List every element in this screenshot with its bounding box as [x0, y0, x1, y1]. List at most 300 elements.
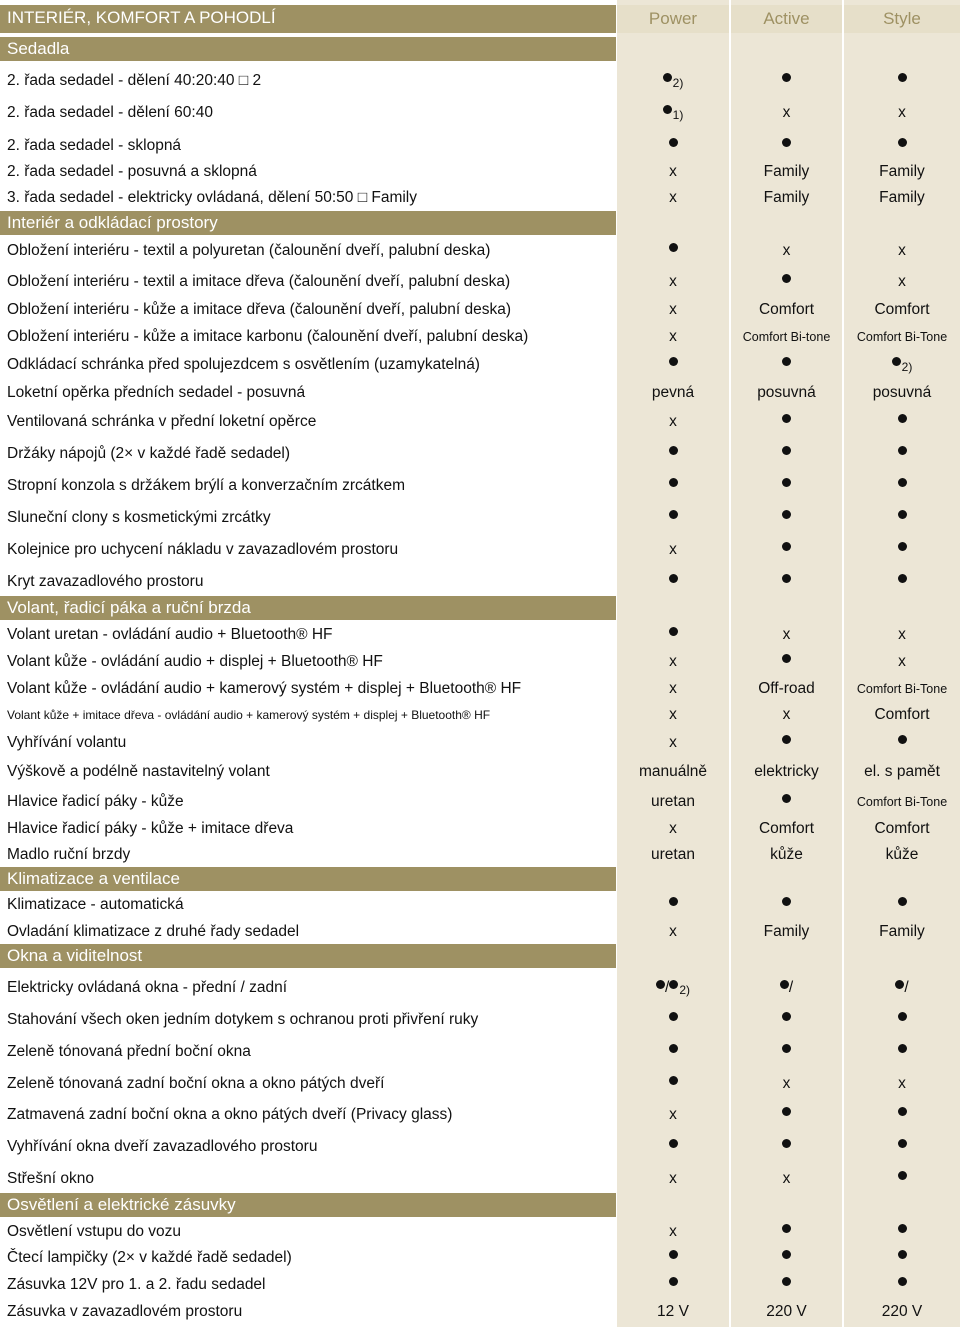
row-label: 2. řada sedadel - dělení 60:40	[7, 104, 213, 121]
cell-active	[731, 162, 842, 182]
cell-power	[617, 978, 729, 998]
cell-style	[844, 1074, 960, 1094]
cell-value: Family	[879, 923, 925, 940]
cell-value: Family	[763, 923, 810, 940]
dot-icon	[782, 357, 791, 366]
cell-value: kůže	[885, 846, 919, 863]
dot-icon	[782, 1107, 791, 1116]
cell-power	[617, 1074, 729, 1094]
cell-active	[731, 1248, 842, 1268]
row-label: 2. řada sedadel - posuvná a sklopná	[7, 163, 257, 180]
cell-value: uretan	[651, 793, 695, 810]
cell-power	[617, 300, 729, 320]
dot-icon	[782, 794, 791, 803]
table-row	[0, 298, 960, 322]
cell-value: x	[898, 104, 906, 121]
table-row	[0, 410, 960, 434]
row-label: Obložení interiéru - kůže a imitace karbonu (čalounění dveří, palubní deska)	[7, 328, 529, 345]
table-row	[0, 442, 960, 466]
cell-active	[731, 241, 842, 261]
cell-power	[617, 71, 729, 91]
cell-power	[617, 792, 729, 812]
cell-active	[731, 412, 842, 432]
cell-active	[731, 733, 842, 753]
table-row	[0, 1273, 960, 1297]
dot-icon	[782, 138, 791, 147]
cell-value: x	[669, 734, 677, 751]
cell-value: x	[898, 1075, 906, 1092]
dot-icon	[782, 478, 791, 487]
row-label: Zásuvka 12V pro 1. a 2. řadu sedadel	[7, 1276, 266, 1293]
cell-active	[731, 103, 842, 123]
cell-value: Family	[879, 163, 925, 180]
cell-value: pevná	[651, 384, 695, 401]
table-row	[0, 570, 960, 594]
table-row	[0, 239, 960, 263]
table-row	[0, 1008, 960, 1032]
row-label: Madlo ruční brzdy	[7, 846, 131, 863]
row-label: Osvětlení vstupu do vozu	[7, 1223, 182, 1240]
table-row	[0, 703, 960, 727]
dot-icon	[663, 73, 672, 82]
cell-active	[731, 1137, 842, 1157]
cell-value: elektricky	[754, 763, 819, 780]
dot-icon	[669, 1044, 678, 1053]
cell-value: 220 V	[766, 1303, 807, 1320]
cell-style	[844, 652, 960, 672]
cell-style	[844, 272, 960, 292]
cell-active	[731, 383, 842, 403]
table-row	[0, 186, 960, 210]
dot-icon	[782, 1044, 791, 1053]
cell-power	[617, 327, 729, 347]
dot-icon	[669, 357, 678, 366]
cell-value: x	[669, 273, 677, 290]
cell-style	[844, 508, 960, 528]
row-label: Volant kůže + imitace dřeva - ovládání audio + kamerový systém + displej + Bluetooth® HF	[7, 708, 491, 722]
dot-icon	[898, 1012, 907, 1021]
row-label: Kolejnice pro uchycení nákladu v zavazadlovém prostoru	[7, 541, 399, 558]
cell-style	[844, 300, 960, 320]
section-title: Okna a viditelnost	[7, 946, 143, 965]
cell-power	[617, 922, 729, 942]
cell-power	[617, 103, 729, 123]
table-row	[0, 1135, 960, 1159]
cell-value: x	[782, 1170, 791, 1187]
table-row	[0, 506, 960, 530]
dot-icon	[782, 510, 791, 519]
cell-style	[844, 1042, 960, 1062]
row-label: Stropní konzola s držákem brýlí a konverzačním zrcátkem	[7, 477, 405, 494]
cell-style	[844, 1105, 960, 1125]
cell-value: Comfort Bi-Tone	[856, 330, 948, 344]
dot-icon	[782, 735, 791, 744]
cell-value: x	[782, 706, 791, 723]
cell-value: Comfort	[758, 301, 815, 318]
cell-value: x	[669, 163, 677, 180]
dot-icon	[898, 1171, 907, 1180]
dot-icon	[898, 1139, 907, 1148]
dot-icon	[782, 574, 791, 583]
dot-icon	[669, 1139, 678, 1148]
dot-icon	[898, 73, 907, 82]
table-row	[0, 1300, 960, 1324]
cell-active	[731, 1169, 842, 1189]
cell-style	[844, 136, 960, 156]
cell-style	[844, 1222, 960, 1242]
table-row	[0, 69, 960, 93]
table-row	[0, 731, 960, 755]
cell-style	[844, 188, 960, 208]
row-label: Střešní okno	[7, 1170, 95, 1187]
cell-active	[731, 1105, 842, 1125]
cell-active	[731, 1042, 842, 1062]
cell-active	[731, 355, 842, 375]
cell-style	[844, 71, 960, 91]
cell-power	[617, 508, 729, 528]
dot-icon	[782, 897, 791, 906]
footnote-ref: 1)	[672, 108, 684, 122]
row-label: Volant uretan - ovládání audio + Bluetooth® HF	[7, 626, 333, 643]
table-row	[0, 843, 960, 867]
dot-icon	[782, 1250, 791, 1259]
dot-icon	[898, 1044, 907, 1053]
cell-power	[617, 136, 729, 156]
cell-power	[617, 540, 729, 560]
cell-style	[844, 1010, 960, 1030]
cell-style	[844, 1248, 960, 1268]
cell-value: x	[669, 189, 677, 206]
dot-icon	[782, 542, 791, 551]
cell-active	[731, 895, 842, 915]
row-label: Výškově a podélně nastavitelný volant	[7, 763, 270, 780]
cell-value: x	[782, 626, 791, 643]
dot-icon	[656, 980, 665, 989]
table-row	[0, 1220, 960, 1244]
cell-style	[844, 705, 960, 725]
dot-icon	[782, 654, 791, 663]
cell-style	[844, 762, 960, 782]
cell-style	[844, 412, 960, 432]
cell-value: Comfort	[874, 706, 930, 723]
row-label: Zeleně tónovaná zadní boční okna a okno pátých dveří	[7, 1075, 385, 1092]
dot-icon	[782, 1139, 791, 1148]
dot-icon	[782, 274, 791, 283]
table-row	[0, 920, 960, 944]
footnote-ref: 2)	[901, 360, 913, 374]
cell-style	[844, 444, 960, 464]
row-label: Držáky nápojů (2× v každé řadě sedadel)	[7, 445, 291, 462]
row-label: Sluneční clony s kosmetickými zrcátky	[7, 509, 271, 526]
cell-value: x	[782, 104, 791, 121]
cell-value: Comfort	[874, 301, 930, 318]
table-row	[0, 160, 960, 184]
cell-active	[731, 188, 842, 208]
row-label: Obložení interiéru - kůže a imitace dřeva (čalounění dveří, palubní deska)	[7, 301, 512, 318]
table-row	[0, 790, 960, 814]
dot-icon	[892, 357, 901, 366]
dot-icon	[782, 414, 791, 423]
cell-active	[731, 1302, 842, 1322]
table-row	[0, 1246, 960, 1270]
cell-power	[617, 705, 729, 725]
dot-icon	[669, 1277, 678, 1286]
section-header	[0, 211, 616, 235]
cell-value: x	[669, 820, 677, 837]
table-title: INTERIÉR, KOMFORT A POHODLÍ	[7, 8, 276, 27]
cell-value: 220 V	[881, 1303, 923, 1320]
cell-active	[731, 572, 842, 592]
cell-power	[617, 1137, 729, 1157]
slash-separator: /	[788, 979, 794, 996]
dot-icon	[898, 510, 907, 519]
table-row	[0, 325, 960, 349]
column-header-power: Power	[617, 5, 729, 33]
section-header	[0, 596, 616, 620]
dot-icon	[782, 1277, 791, 1286]
table-row	[0, 817, 960, 841]
dot-icon	[782, 1224, 791, 1233]
dot-icon	[898, 1224, 907, 1233]
cell-power	[617, 652, 729, 672]
row-label: Loketní opěrka předních sedadel - posuvná	[7, 384, 306, 401]
cell-power	[617, 1222, 729, 1242]
cell-active	[731, 845, 842, 865]
dot-icon	[669, 980, 678, 989]
cell-value: x	[898, 242, 906, 259]
dot-icon	[669, 627, 678, 636]
row-label: Zatmavená zadní boční okna a okno pátých dveří (Privacy glass)	[7, 1106, 453, 1123]
row-label: Ventilovaná schránka v přední loketní opěrce	[7, 413, 317, 430]
row-label: 2. řada sedadel - sklopná	[7, 137, 182, 154]
cell-style	[844, 355, 960, 375]
section-header	[0, 867, 616, 891]
table-row	[0, 381, 960, 405]
dot-icon	[898, 414, 907, 423]
row-label: Zeleně tónovaná přední boční okna	[7, 1043, 251, 1060]
cell-power	[617, 383, 729, 403]
cell-power	[617, 162, 729, 182]
cell-active	[731, 327, 842, 347]
row-label: Klimatizace - automatická	[7, 896, 184, 913]
cell-value: kůže	[770, 846, 803, 863]
cell-style	[844, 241, 960, 261]
cell-value: Comfort	[874, 820, 930, 837]
cell-value: x	[669, 1170, 677, 1187]
cell-value: x	[669, 1106, 677, 1123]
table-row	[0, 623, 960, 647]
cell-power	[617, 1302, 729, 1322]
column-header-active: Active	[731, 5, 842, 33]
cell-value: x	[669, 301, 677, 318]
cell-style	[844, 103, 960, 123]
dot-icon	[898, 446, 907, 455]
dot-icon	[898, 478, 907, 487]
section-title: Klimatizace a ventilace	[7, 869, 180, 888]
cell-power	[617, 1010, 729, 1030]
cell-power	[617, 1169, 729, 1189]
section-title: Volant, řadicí páka a ruční brzda	[7, 598, 251, 617]
dot-icon	[782, 1012, 791, 1021]
section-title: Interiér a odkládací prostory	[7, 213, 218, 232]
footnote-ref: 2)	[672, 76, 684, 90]
row-label: Obložení interiéru - textil a imitace dřeva (čalounění dveří, palubní deska)	[7, 273, 511, 290]
cell-value: x	[669, 706, 677, 723]
row-label: Hlavice řadicí páky - kůže + imitace dřeva	[7, 820, 294, 837]
cell-power	[617, 845, 729, 865]
cell-value: Family	[763, 189, 810, 206]
cell-value: uretan	[651, 846, 695, 863]
cell-style	[844, 978, 960, 998]
table-row	[0, 353, 960, 377]
dot-icon	[669, 478, 678, 487]
cell-style	[844, 1275, 960, 1295]
cell-value: x	[669, 680, 677, 697]
cell-value: 12 V	[657, 1303, 689, 1320]
cell-style	[844, 1302, 960, 1322]
cell-value: Comfort Bi-Tone	[856, 682, 948, 696]
dot-icon	[669, 574, 678, 583]
dot-icon	[669, 510, 678, 519]
cell-active	[731, 1222, 842, 1242]
cell-power	[617, 1275, 729, 1295]
cell-active	[731, 540, 842, 560]
dot-icon	[669, 243, 678, 252]
cell-power	[617, 625, 729, 645]
cell-value: x	[898, 653, 906, 670]
cell-style	[844, 819, 960, 839]
cell-active	[731, 705, 842, 725]
table-row	[0, 893, 960, 917]
footnote-ref: 2)	[679, 983, 690, 997]
table-row	[0, 538, 960, 562]
cell-style	[844, 572, 960, 592]
row-label: Vyhřívání volantu	[7, 734, 127, 751]
cell-active	[731, 625, 842, 645]
table-row	[0, 474, 960, 498]
cell-power	[617, 412, 729, 432]
cell-active	[731, 476, 842, 496]
table-row	[0, 1167, 960, 1191]
cell-power	[617, 444, 729, 464]
section-header	[0, 944, 616, 968]
table-row	[0, 101, 960, 125]
row-label: Odkládací schránka před spolujezdcem s osvětlením (uzamykatelná)	[7, 356, 480, 373]
row-label: Volant kůže - ovládání audio + kamerový systém + displej + Bluetooth® HF	[7, 680, 522, 697]
dot-icon	[782, 73, 791, 82]
cell-value: posuvná	[872, 384, 932, 401]
row-label: Stahování všech oken jedním dotykem s ochranou proti přivření ruky	[7, 1011, 479, 1028]
cell-style	[844, 1137, 960, 1157]
dot-icon	[669, 446, 678, 455]
cell-style	[844, 922, 960, 942]
cell-style	[844, 733, 960, 753]
cell-style	[844, 845, 960, 865]
dot-icon	[898, 1250, 907, 1259]
row-label: 3. řada sedadel - elektricky ovládaná, dělení 50:50 □ Family	[7, 189, 418, 206]
cell-value: x	[669, 653, 677, 670]
dot-icon	[895, 980, 904, 989]
cell-value: x	[669, 413, 677, 430]
cell-value: Family	[763, 163, 810, 180]
cell-active	[731, 508, 842, 528]
cell-value: x	[669, 541, 677, 558]
cell-value: el. s pamět	[864, 763, 940, 780]
row-label: Hlavice řadicí páky - kůže	[7, 793, 184, 810]
row-label: 2. řada sedadel - dělení 40:20:40 □ 2	[7, 72, 262, 89]
dot-icon	[898, 1277, 907, 1286]
cell-value: manuálně	[638, 763, 708, 780]
cell-value: Family	[879, 189, 925, 206]
table-row	[0, 760, 960, 784]
cell-style	[844, 625, 960, 645]
row-label: Čtecí lampičky (2× v každé řadě sedadel)	[7, 1249, 292, 1266]
table-row	[0, 134, 960, 158]
row-label: Obložení interiéru - textil a polyuretan (čalounění dveří, palubní deska)	[7, 242, 491, 259]
dot-icon	[669, 1250, 678, 1259]
dot-icon	[898, 735, 907, 744]
dot-icon	[669, 1012, 678, 1021]
row-label: Kryt zavazadlového prostoru	[7, 573, 204, 590]
cell-active	[731, 679, 842, 699]
table-row	[0, 1072, 960, 1096]
cell-style	[844, 476, 960, 496]
row-label: Vyhřívání okna dveří zavazadlového prostoru	[7, 1138, 318, 1155]
cell-active	[731, 762, 842, 782]
section-header	[0, 1193, 616, 1217]
cell-style	[844, 792, 960, 812]
cell-power	[617, 679, 729, 699]
dot-icon	[663, 105, 672, 114]
cell-style	[844, 895, 960, 915]
dot-icon	[782, 446, 791, 455]
section-header	[0, 37, 616, 61]
dot-icon	[669, 1076, 678, 1085]
cell-power	[617, 188, 729, 208]
cell-active	[731, 136, 842, 156]
cell-power	[617, 1248, 729, 1268]
cell-style	[844, 162, 960, 182]
cell-style	[844, 540, 960, 560]
dot-icon	[669, 138, 678, 147]
cell-active	[731, 444, 842, 464]
section-title: Osvětlení a elektrické zásuvky	[7, 1195, 236, 1214]
cell-value: posuvná	[757, 384, 816, 401]
cell-value: Comfort Bi-tone	[742, 330, 831, 344]
cell-power	[617, 1105, 729, 1125]
cell-power	[617, 272, 729, 292]
dot-icon	[898, 897, 907, 906]
dot-icon	[898, 138, 907, 147]
column-header-style: Style	[844, 5, 960, 33]
cell-value: Off-road	[758, 680, 815, 697]
cell-active	[731, 819, 842, 839]
cell-value: Comfort	[758, 820, 815, 837]
cell-active	[731, 1074, 842, 1094]
table-row	[0, 677, 960, 701]
row-label: Zásuvka v zavazadlovém prostoru	[7, 1303, 243, 1320]
cell-power	[617, 476, 729, 496]
cell-active	[731, 792, 842, 812]
dot-icon	[898, 574, 907, 583]
cell-active	[731, 652, 842, 672]
cell-value: x	[898, 626, 906, 643]
cell-style	[844, 383, 960, 403]
cell-style	[844, 679, 960, 699]
dot-icon	[669, 897, 678, 906]
cell-style	[844, 327, 960, 347]
section-title: Sedadla	[7, 39, 70, 58]
